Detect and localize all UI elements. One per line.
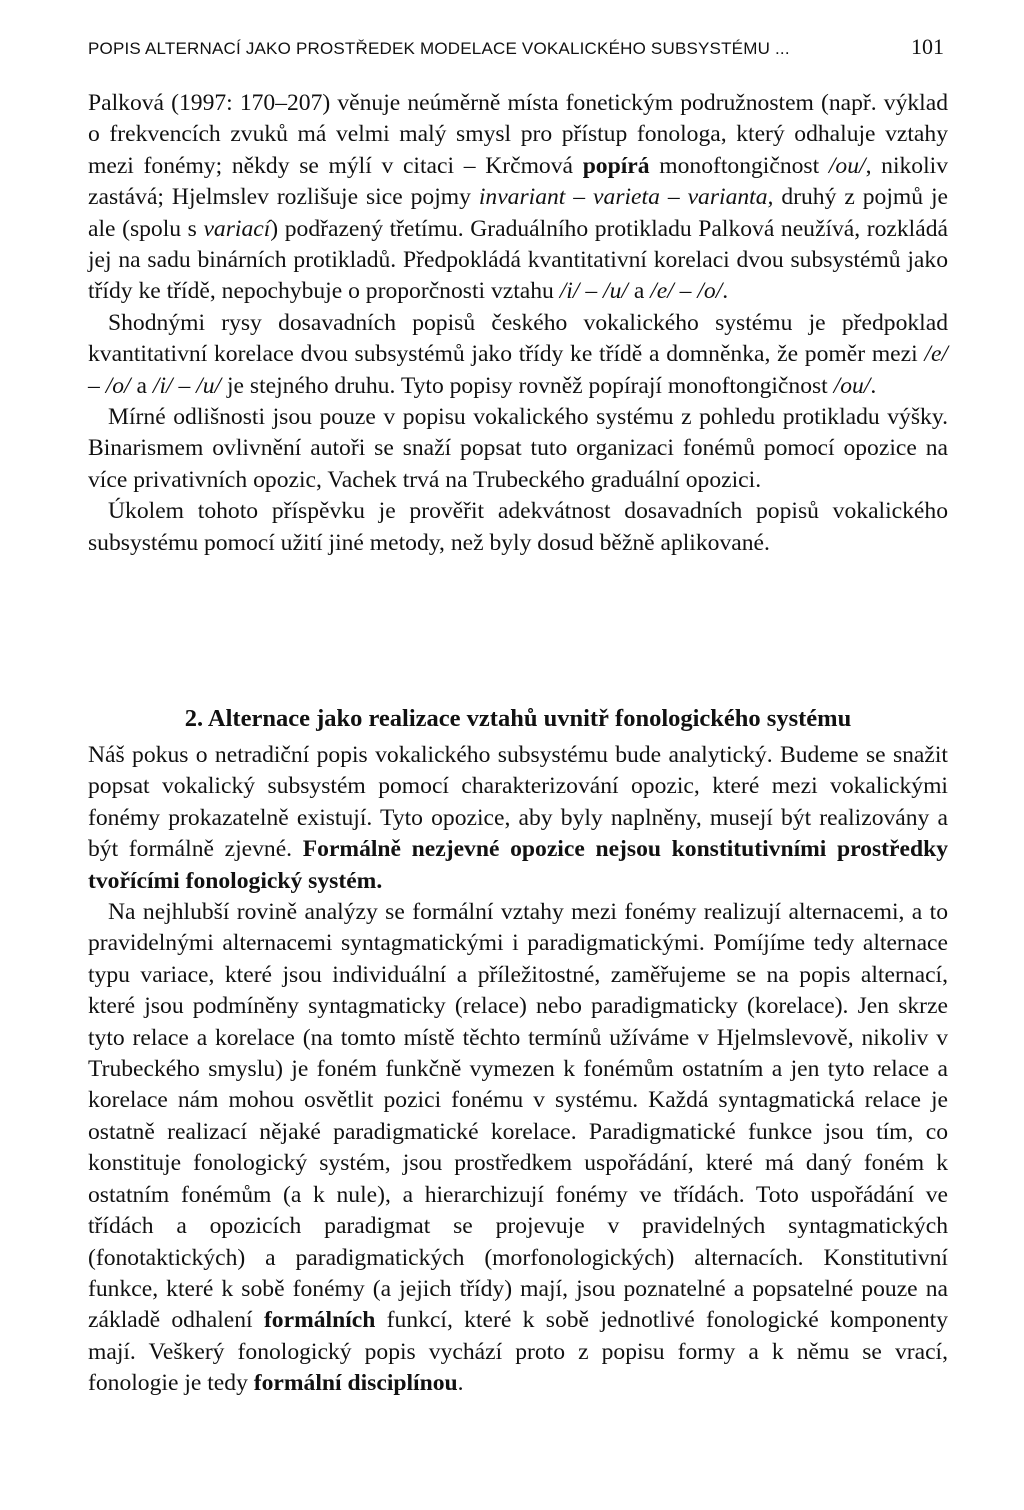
text-span: a [130,372,153,399]
italic-span: /e/ – /o/ [88,341,948,399]
body-top [88,88,948,559]
italic-span: /i/ – /u/ [152,372,222,399]
text-span: monoftongičnost [649,152,829,179]
bold-span: popírá [582,152,650,179]
text-span: . [870,372,877,399]
text-span: Shodnými rysy dosavadních popisů českého vokalického systému je předpoklad kvantitativní korelace dvou subsystémů jako třídy ke třídě a domněnka, že poměr mezi [88,309,948,368]
text-span: – [659,184,688,211]
text-span: funkcí, které k sobě jednotlivé fonologické komponenty mají. Veškerý fonologický popis vychází proto z popisu formy a k němu se vrací, fonologie je tedy [88,1307,948,1397]
text-span: . [457,1370,464,1397]
text-span: ) podřazený třetímu. Graduálního protikladu Palková neužívá, rozkládá jej na sadu binárních protikladů. Předpokládá kvantitativní korelaci dvou subsystémů jako třídy ke třídě, nepochybuje o proporčnosti vztahu [88,215,948,305]
body-bottom [88,740,948,1400]
italic-span: varieta [593,184,660,211]
bold-span: formální disciplínou [253,1370,458,1397]
text-span: Náš pokus o netradiční popis vokalického subsystému bude analytický. Budeme se snažit popsat vokalický subsystém pomocí charakterizování opozic, které mezi vokalickými fonémy prokazatelně existují. Tyto opozice, aby byly naplněny, musejí být realizovány a být formálně zjevné. [88,742,948,863]
italic-span: variací [203,215,271,242]
italic-span: /i/ – /u/ [559,278,628,305]
italic-span: /e/ – /o/ [650,278,723,305]
text-span: Na nejhlubší rovině analýzy se formální vztahy mezi fonémy realizují alternacemi, a to pravidelnými alternacemi syntagmatickými i paradigmatickými. Pomíjíme tedy alternace typu variace, které jsou individuální a příležitostné, zaměřujeme se na popis alternací, které jsou podmíněny syntagmaticky (relace) nebo paradigmaticky (korelace). Jen skrze tyto relace a korelace (na tomto místě těchto termínů užíváme v Hjelmslevově, nikoliv v Trubeckého smyslu) je foném funkčně vymezen k fonémům ostatním a jen tyto relace a korelace nám mohou osvětlit pozici fonému v systému. Každá syntagmatická relace je ostatně realizací nějaké paradigmatické korelace. Paradigmatické funkce jsou tím, co konstituje fonologický systém, jsou prostředkem uspořádání, které má daný foném k ostatním fonémům (a k nule), a hierarchizují fonémy ve třídách. Toto uspořádání ve třídách a opozicích paradigmat se projevuje v pravidelných syntagmatických (fonotaktických) a paradigmatických (morfonologických) alternacích. Konstitutivní funkce, které k sobě fonémy (a jejich třídy) mají, jsou poznatelné a popsatelné pouze na základě odhalení [88,899,948,1334]
italic-span: /ou/ [828,152,866,179]
paragraph-nejhlubsi-rovina [88,897,948,1400]
paragraph-shodne-rysy [88,308,948,402]
paragraph-nas-pokus [88,740,948,897]
text-span: a [627,278,651,305]
text-span: . [722,278,729,305]
paragraph-ukolem: Úkolem tohoto příspěvku je prověřit adekvátnost dosavadních popisů vokalického subsystému pomocí užití jiné metody, než byly dosud běžně aplikované. [88,498,948,556]
italic-span: invariant [478,184,566,211]
text-span: – [565,184,594,211]
text-span: je stejného druhu. Tyto popisy rovněž popírají monoftongičnost [221,372,834,399]
section-heading: 2. Alternace jako realizace vztahů uvnitř fonologického systému [184,705,852,732]
paragraph-palkova [88,88,948,308]
running-title: POPIS ALTERNACÍ JAKO PROSTŘEDEK MODELACE VOKALICKÉHO SUBSYSTÉMU ... [88,39,790,58]
bold-span: formálních [263,1307,376,1334]
italic-span: varianta, [687,184,774,211]
paragraph-mirne-odlisnosti: Mírné odlišnosti jsou pouze v popisu vokalického systému z pohledu protikladu výšky. Binarismem ovlivnění autoři se snaží popsat tuto organizaci fonémů pomocí opozice na více privativních opozic, Vachek trvá na Trubeckého graduální opozici. [88,404,948,493]
italic-span: /ou/ [833,372,871,399]
text-span: , nikoliv zastává; Hjelmslev rozlišuje sice pojmy [88,152,948,211]
text-span: druhý z pojmů je ale (spolu s [88,184,949,242]
bold-span: Formálně nezjevné opozice nejsou konstitutivními prostředky tvořícími fonologický systém. [88,836,948,894]
running-head [88,34,944,60]
page-number: 101 [911,34,944,59]
text-span: Palková (1997: 170–207) věnuje neúměrně místa fonetickým podružnostem (např. výklad o frekvencích zvuků má velmi malý smysl pro přístup fonologa, který odhaluje vztahy mezi fonémy; někdy se mýlí v citaci – Krčmová [88,90,948,179]
